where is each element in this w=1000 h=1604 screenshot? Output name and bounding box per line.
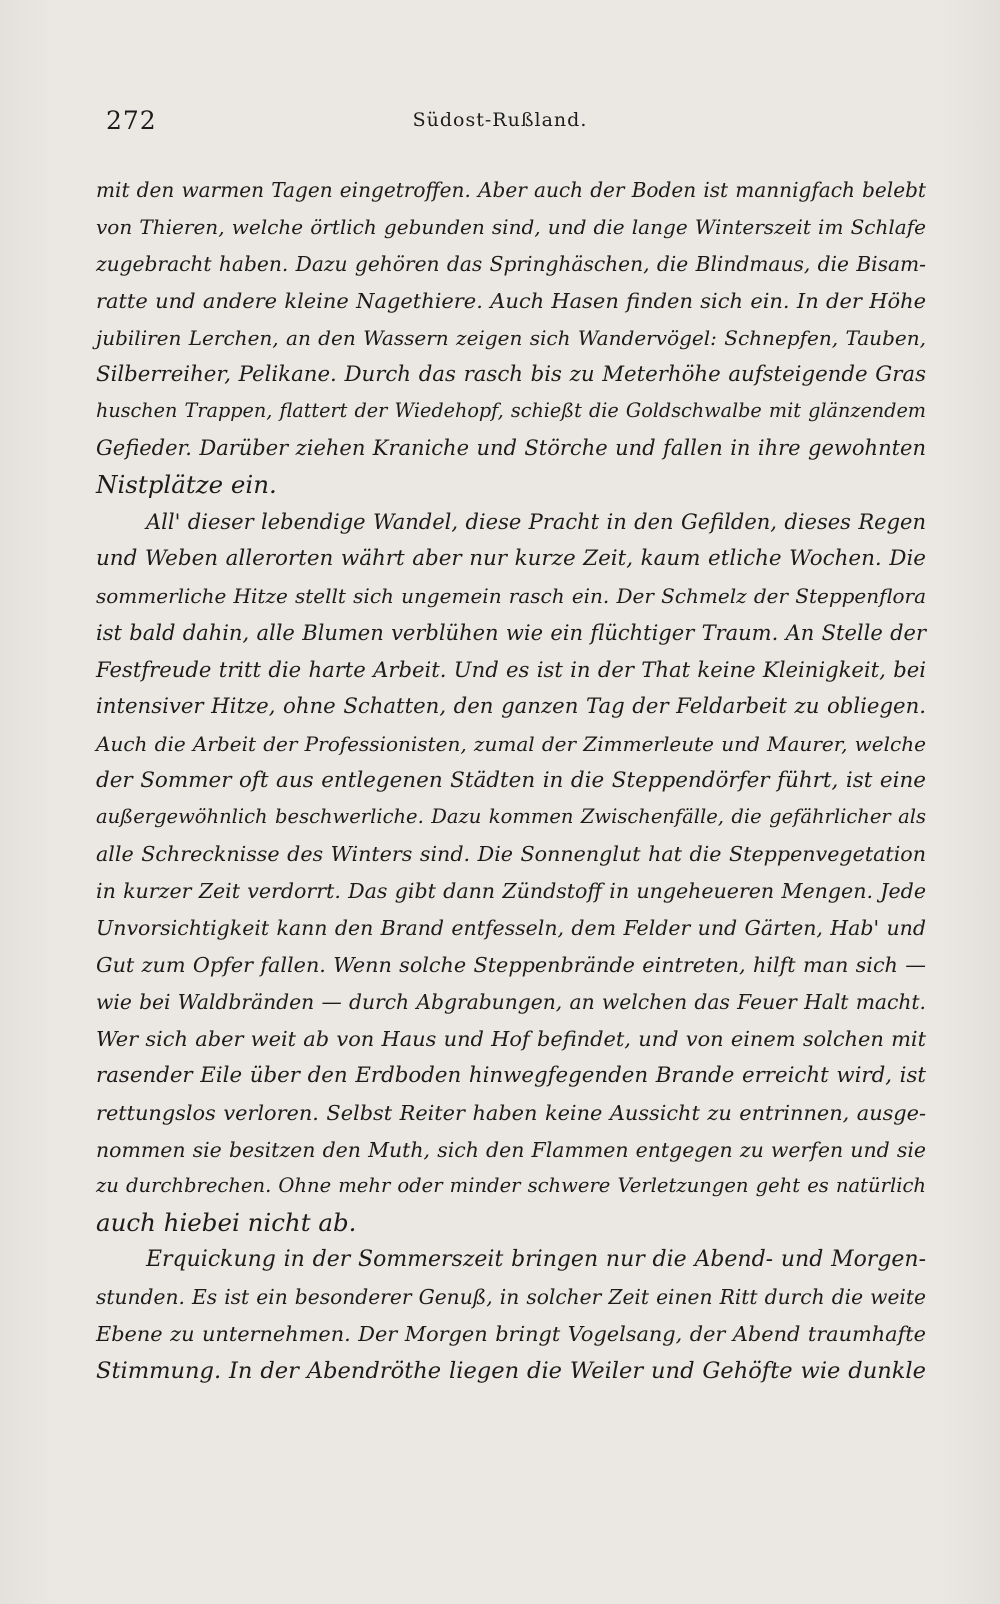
text-line: sommerliche Hitze stellt sich ungemein rasch ein. Der Schmelz der Steppenflora xyxy=(96,583,926,608)
text-line: Erquickung in der Sommerszeit bringen nur die Abend- und Morgen- xyxy=(146,1247,926,1273)
text-line: wie bei Waldbränden — durch Abgrabungen, an welchen das Feuer Halt macht. xyxy=(96,989,926,1014)
text-line: Festfreude tritt die harte Arbeit. Und es ist in der That keine Kleinigkeit, bei xyxy=(96,656,926,682)
text-line: der Sommer oft aus entlegenen Städten in die Steppendörfer führt, ist eine xyxy=(96,767,926,793)
text-line: Nistplätze ein. xyxy=(96,470,277,500)
text-line: rasender Eile über den Erdboden hinwegfegenden Brande erreicht wird, ist xyxy=(96,1062,926,1088)
text-line: Silberreiher, Pelikane. Durch das rasch bis zu Meterhöhe aufsteigende Gras xyxy=(96,361,926,387)
text-line: ratte und andere kleine Nagethiere. Auch Hasen finden sich ein. In der Höhe xyxy=(96,288,926,313)
text-line: mit den warmen Tagen eingetroffen. Aber auch der Boden ist mannigfach belebt xyxy=(96,178,926,202)
text-line: Auch die Arbeit der Professionisten, zumal der Zimmerleute und Maurer, welche xyxy=(96,731,926,756)
text-line: Wer sich aber weit ab von Haus und Hof befindet, und von einem solchen mit xyxy=(96,1026,926,1051)
text-line: Ebene zu unternehmen. Der Morgen bringt Vogelsang, der Abend traumhafte xyxy=(96,1322,926,1347)
text-line: zugebracht haben. Dazu gehören das Springhäschen, die Blindmaus, die Bisam- xyxy=(96,251,926,276)
body-text xyxy=(96,172,926,1390)
text-line: rettungslos verloren. Selbst Reiter haben keine Aussicht zu entrinnen, ausge- xyxy=(96,1100,926,1125)
text-line: ist bald dahin, alle Blumen verblühen wie ein flüchtiger Traum. An Stelle der xyxy=(96,620,926,645)
text-line: zu durchbrechen. Ohne mehr oder minder schwere Verletzungen geht es natürlich xyxy=(96,1174,926,1198)
text-line: stunden. Es ist ein besonderer Genuß, in solcher Zeit einen Ritt durch die weite xyxy=(96,1285,926,1310)
text-line: auch hiebei nicht ab. xyxy=(96,1208,357,1238)
text-line: All' dieser lebendige Wandel, diese Pracht in den Gefilden, dieses Regen xyxy=(146,510,926,535)
text-line: von Thieren, welche örtlich gebunden sind, und die lange Winterszeit im Schlafe xyxy=(96,214,926,239)
text-line: nommen sie besitzen den Muth, sich den Flammen entgegen zu werfen und sie xyxy=(96,1137,926,1162)
text-line: Stimmung. In der Abendröthe liegen die Weiler und Gehöfte wie dunkle xyxy=(96,1358,926,1384)
text-line: Unvorsichtigkeit kann den Brand entfesseln, dem Felder und Gärten, Hab' und xyxy=(96,916,926,941)
text-line: und Weben allerorten währt aber nur kurze Zeit, kaum etliche Wochen. Die xyxy=(96,546,926,572)
text-line: Gefieder. Darüber ziehen Kraniche und Störche und fallen in ihre gewohnten xyxy=(96,436,926,461)
text-line: Gut zum Opfer fallen. Wenn solche Steppenbrände eintreten, hilft man sich — xyxy=(96,953,926,978)
text-line: in kurzer Zeit verdorrt. Das gibt dann Zündstoff in ungeheueren Mengen. Jede xyxy=(96,879,926,904)
text-line: alle Schrecknisse des Winters sind. Die Sonnenglut hat die Steppenvegetation xyxy=(96,842,926,867)
running-head: Südost-Rußland. xyxy=(412,109,588,131)
page-header xyxy=(106,106,894,140)
text-line: jubiliren Lerchen, an den Wassern zeigen sich Wandervögel: Schnepfen, Tauben, xyxy=(96,325,926,350)
text-line: außergewöhnlich beschwerliche. Dazu kommen Zwischenfälle, die gefährlicher als xyxy=(96,805,926,829)
page-number: 272 xyxy=(106,106,157,135)
text-line: intensiver Hitze, ohne Schatten, den ganzen Tag der Feldarbeit zu obliegen. xyxy=(96,693,926,719)
text-line: huschen Trappen, flattert der Wiedehopf, schießt die Goldschwalbe mit glänzendem xyxy=(96,399,926,423)
